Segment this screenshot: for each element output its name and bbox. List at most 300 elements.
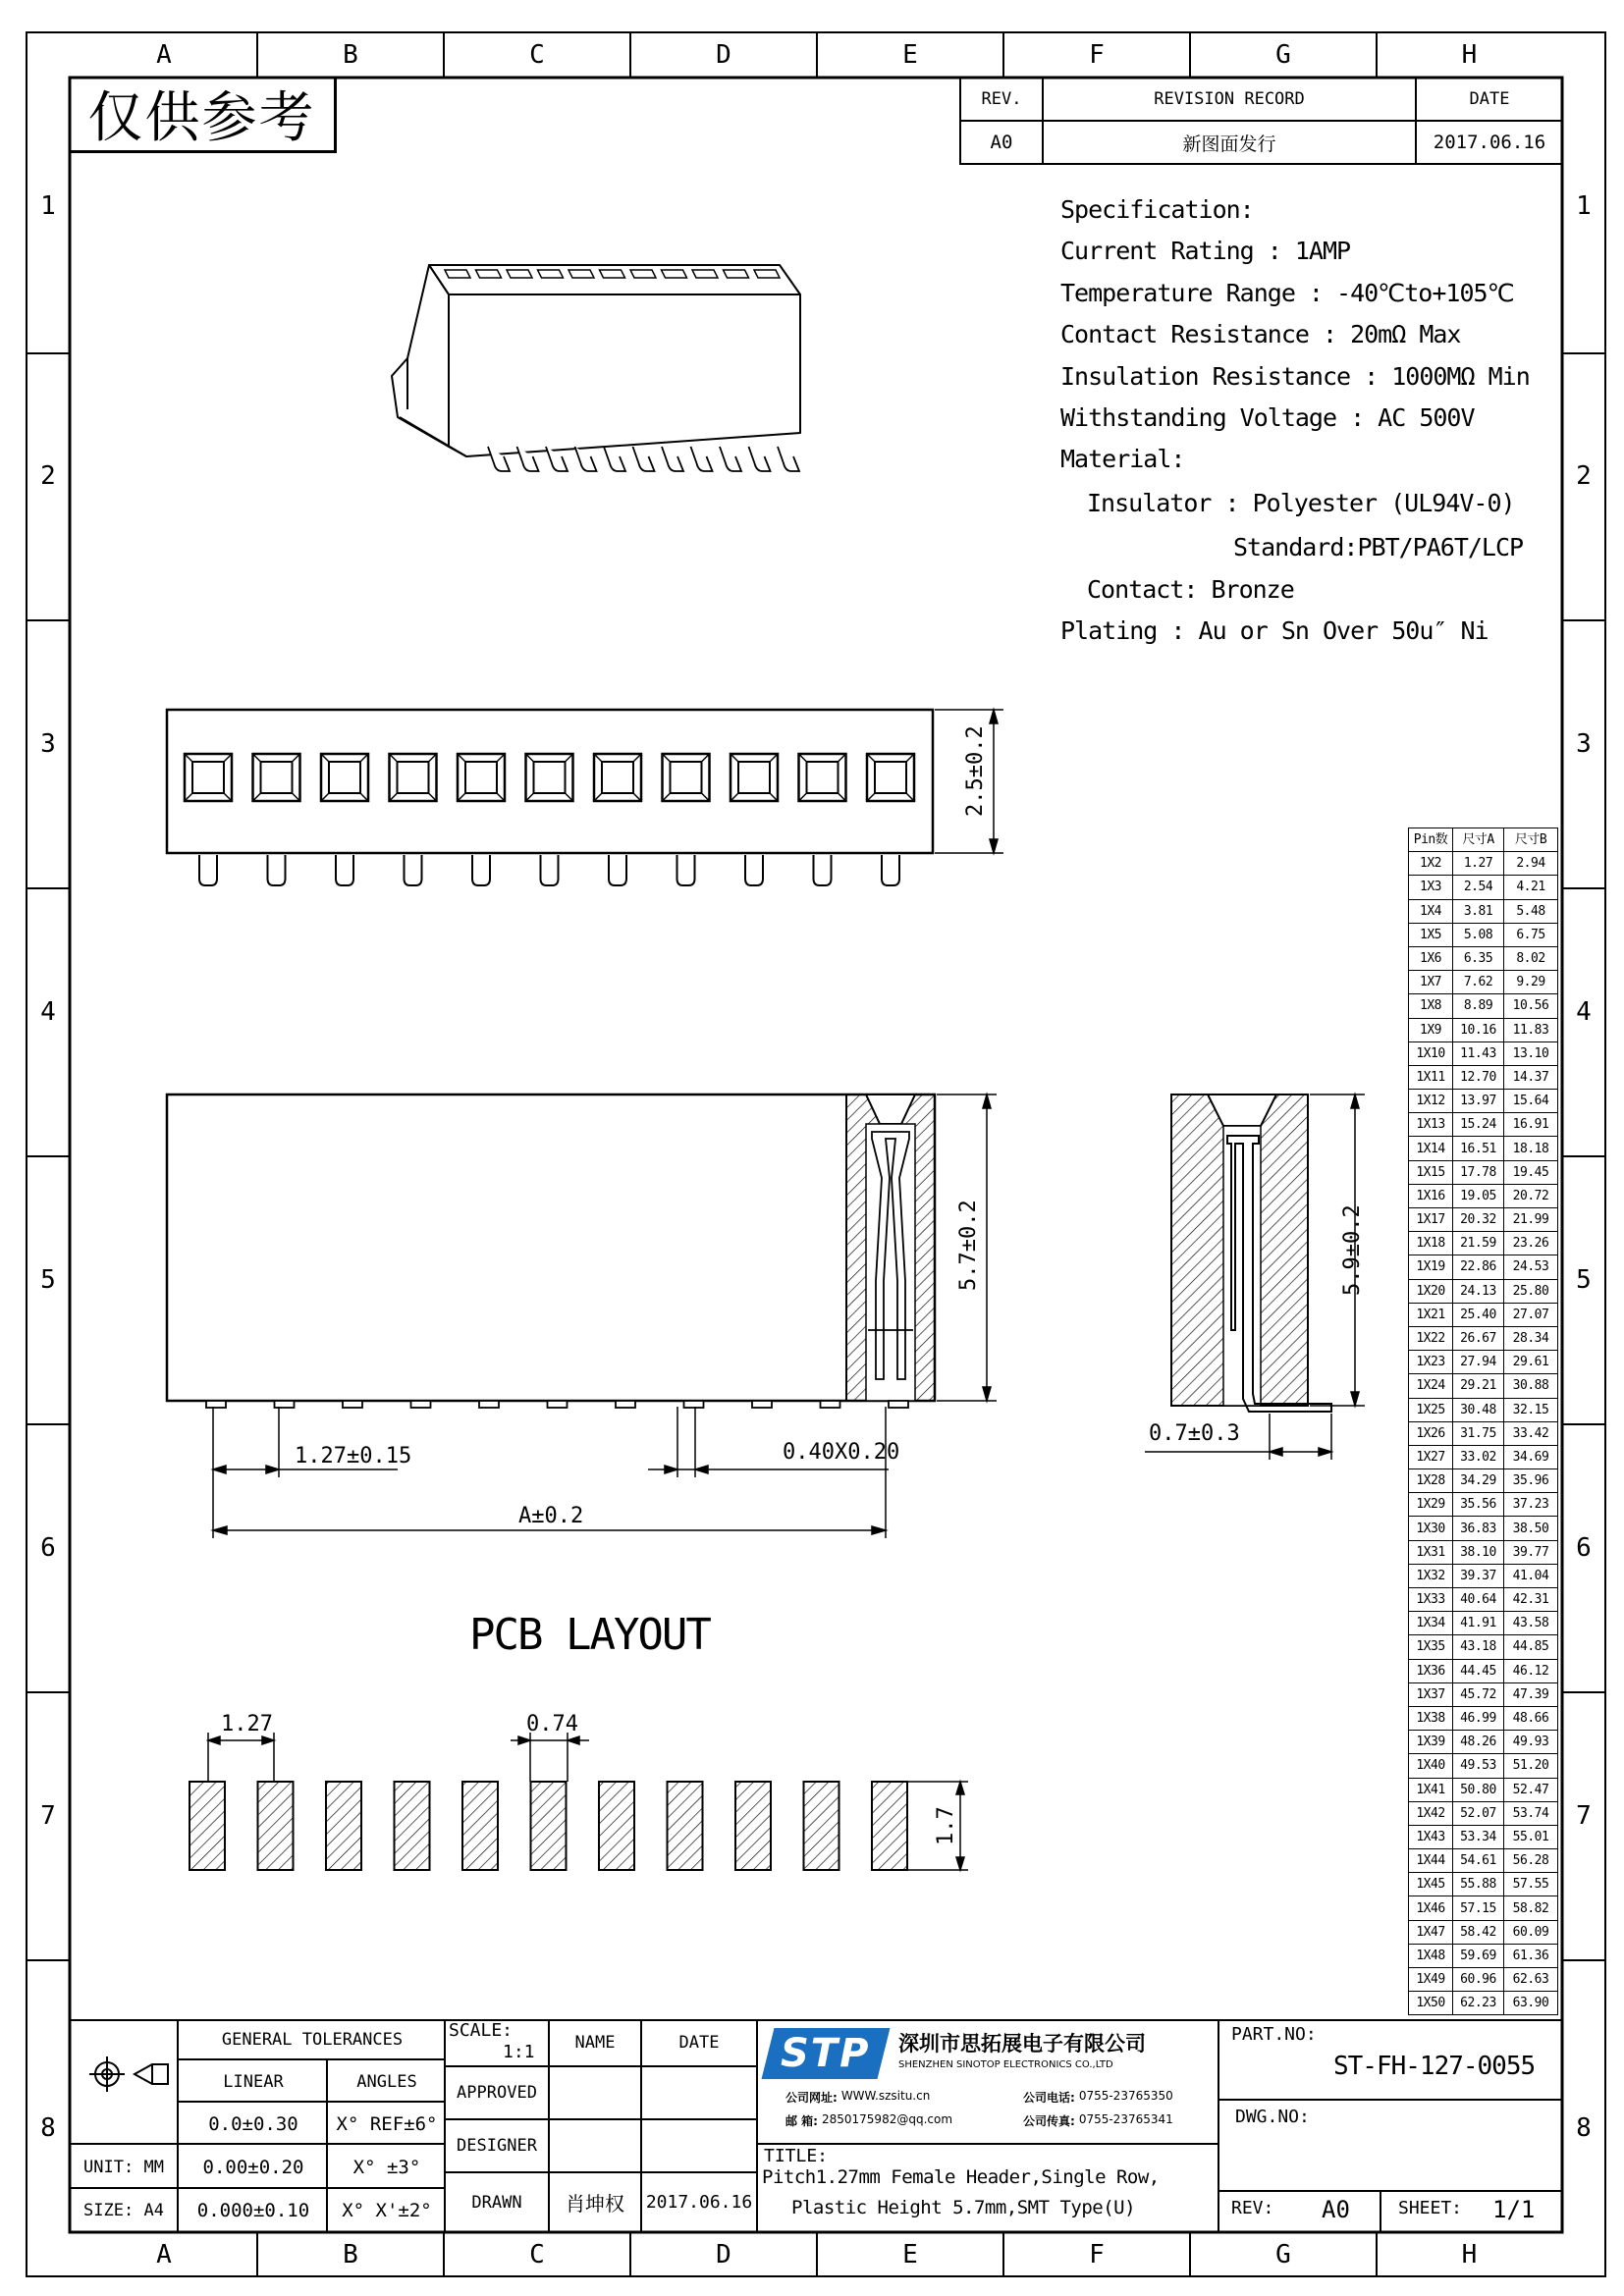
size-table-cell: 1X39 xyxy=(1409,1731,1453,1754)
size-table-cell: 1X21 xyxy=(1409,1303,1453,1326)
size-table-cell: 14.37 xyxy=(1504,1065,1558,1089)
frame-row-label: 7 xyxy=(1576,1801,1592,1831)
size-table-cell: 40.64 xyxy=(1453,1588,1504,1612)
size-table-cell: 1X23 xyxy=(1409,1351,1453,1374)
top-cell-inner xyxy=(329,762,360,793)
front-pin xyxy=(479,1401,499,1408)
iso-leg xyxy=(662,447,683,471)
table-row xyxy=(1409,1041,1558,1065)
spec-material: Material: xyxy=(1060,445,1185,473)
iso-leg xyxy=(488,447,510,471)
size-table-cell: 27.94 xyxy=(1453,1351,1504,1374)
frame-row-label: 1 xyxy=(40,191,56,221)
iso-leg xyxy=(749,447,771,471)
size-table-cell: 19.45 xyxy=(1504,1160,1558,1184)
table-row xyxy=(1409,1232,1558,1255)
revision-rev-value: A0 xyxy=(990,132,1013,153)
size-table-cell: 1X14 xyxy=(1409,1137,1453,1160)
table-row xyxy=(1409,1113,1558,1137)
size-table-cell: 47.39 xyxy=(1504,1682,1558,1706)
table-row xyxy=(1409,1635,1558,1659)
size-table-cell: 7.62 xyxy=(1453,971,1504,994)
rev-label: REV: xyxy=(1231,2198,1274,2218)
size-table-cell: 22.86 xyxy=(1453,1255,1504,1279)
frame-row-label: 6 xyxy=(40,1533,56,1563)
size-table-cell: 24.13 xyxy=(1453,1279,1504,1303)
revision-date-value: 2017.06.16 xyxy=(1433,132,1546,153)
part-no-label: PART.NO: xyxy=(1231,2024,1317,2045)
tolerance-angle-1: X° REF±6° xyxy=(336,2113,438,2135)
table-row xyxy=(1409,1279,1558,1303)
size-table-cell: 57.55 xyxy=(1504,1873,1558,1896)
size-table-cell: 1X6 xyxy=(1409,946,1453,970)
table-row xyxy=(1409,899,1558,923)
table-row xyxy=(1409,1090,1558,1113)
top-cell-inner xyxy=(465,762,497,793)
top-pin xyxy=(336,855,353,885)
size-table-cell: 5.08 xyxy=(1453,923,1504,946)
spec-heading: Specification: xyxy=(1060,195,1254,224)
company-tel-value: 0755-23765350 xyxy=(1078,2089,1173,2103)
size-table-cell: 20.32 xyxy=(1453,1208,1504,1232)
rev-value: A0 xyxy=(1322,2196,1350,2223)
size-table-cell: 13.10 xyxy=(1504,1041,1558,1065)
size-table-cell: 1X38 xyxy=(1409,1706,1453,1730)
company-logo-text: STP xyxy=(781,2031,871,2076)
isometric-view xyxy=(388,260,810,481)
size-table-cell: 33.02 xyxy=(1453,1445,1504,1468)
table-row xyxy=(1409,1801,1558,1825)
table-row xyxy=(1409,1731,1558,1754)
iso-leg xyxy=(691,447,713,471)
spec-contact: Contact: Bronze xyxy=(1087,575,1294,604)
scale-value: 1:1 xyxy=(503,2042,535,2062)
size-table-cell: 15.24 xyxy=(1453,1113,1504,1137)
size-table-cell: 1X28 xyxy=(1409,1469,1453,1493)
size-table-cell: 1X31 xyxy=(1409,1540,1453,1564)
pcb-pad xyxy=(804,1782,839,1870)
table-row xyxy=(1409,1398,1558,1421)
size-table-cell: 42.31 xyxy=(1504,1588,1558,1612)
iso-slot xyxy=(692,270,718,278)
linear-label: LINEAR xyxy=(223,2072,284,2092)
top-pin xyxy=(882,855,899,885)
size-table-cell: 1X24 xyxy=(1409,1374,1453,1398)
pcb-pad xyxy=(258,1782,294,1870)
size-table-cell: 35.56 xyxy=(1453,1493,1504,1517)
size-table-cell: 21.99 xyxy=(1504,1208,1558,1232)
front-pin xyxy=(411,1401,431,1408)
frame-col-label: F xyxy=(1089,40,1105,70)
table-row xyxy=(1409,1326,1558,1350)
size-table-cell: 1X26 xyxy=(1409,1421,1453,1445)
size-table-cell: 38.50 xyxy=(1504,1517,1558,1540)
size-table-cell: 60.96 xyxy=(1453,1968,1504,1992)
size-table-header-cell: 尺寸A xyxy=(1453,828,1504,852)
company-web xyxy=(785,2089,930,2106)
size-table-cell: 30.48 xyxy=(1453,1398,1504,1421)
table-row xyxy=(1409,1754,1558,1778)
length-a-dim: A±0.2 xyxy=(518,1504,584,1528)
table-row xyxy=(1409,923,1558,946)
spec-current-rating: Current Rating : 1AMP xyxy=(1060,237,1351,265)
drawn-label: DRAWN xyxy=(471,2192,522,2213)
size-table-cell: 60.09 xyxy=(1504,1920,1558,1944)
size-table-cell: 29.61 xyxy=(1504,1351,1558,1374)
size-table-cell: 1X29 xyxy=(1409,1493,1453,1517)
size-table-cell: 10.56 xyxy=(1504,994,1558,1018)
iso-slot xyxy=(724,270,749,278)
table-row xyxy=(1409,1445,1558,1468)
table-row xyxy=(1409,1184,1558,1207)
size-table-cell: 2.54 xyxy=(1453,876,1504,899)
table-row xyxy=(1409,1160,1558,1184)
revision-record-header: REVISION RECORD xyxy=(1154,89,1305,109)
company-web-value: WWW.szsitu.cn xyxy=(840,2089,931,2103)
top-pin xyxy=(541,855,559,885)
revision-date-header: DATE xyxy=(1469,89,1510,109)
title-line-1: Pitch1.27mm Female Header,Single Row, xyxy=(762,2166,1160,2188)
top-cell-inner xyxy=(602,762,633,793)
pcb-pitch-dim: 1.27 xyxy=(221,1712,273,1736)
frame-row-label: 5 xyxy=(1576,1265,1592,1295)
table-row xyxy=(1409,1540,1558,1564)
size-table-cell: 61.36 xyxy=(1504,1944,1558,1967)
company-name-cn: 深圳市思拓展电子有限公司 xyxy=(898,2032,1146,2056)
table-row xyxy=(1409,1588,1558,1612)
table-row xyxy=(1409,1065,1558,1089)
front-pin xyxy=(275,1401,295,1408)
revision-rev-header: REV. xyxy=(981,89,1022,109)
top-pin xyxy=(609,855,626,885)
size-table-cell: 10.16 xyxy=(1453,1018,1504,1041)
frame-col-label: A xyxy=(156,2240,172,2269)
size-table-cell: 46.99 xyxy=(1453,1706,1504,1730)
size-table-cell: 1X15 xyxy=(1409,1160,1453,1184)
tolerance-linear-1: 0.0±0.30 xyxy=(208,2113,298,2135)
top-pin xyxy=(745,855,763,885)
table-row xyxy=(1409,1137,1558,1160)
size-table-cell: 53.74 xyxy=(1504,1801,1558,1825)
company-mail xyxy=(785,2112,952,2129)
front-view xyxy=(157,1085,1021,1556)
pcb-pad xyxy=(735,1782,771,1870)
tail-dim: 0.7±0.3 xyxy=(1149,1421,1240,1446)
size-table-cell: 41.91 xyxy=(1453,1612,1504,1635)
top-pin xyxy=(677,855,695,885)
size-table-cell: 35.96 xyxy=(1504,1469,1558,1493)
table-row xyxy=(1409,1255,1558,1279)
drawn-name: 肖坤权 xyxy=(566,2192,624,2216)
size-table-cell: 44.45 xyxy=(1453,1659,1504,1682)
size-table-cell: 1X13 xyxy=(1409,1113,1453,1137)
frame-row-label: 5 xyxy=(40,1265,56,1295)
size-table-cell: 43.58 xyxy=(1504,1612,1558,1635)
size-table-cell: 1X17 xyxy=(1409,1208,1453,1232)
size-table-cell: 5.48 xyxy=(1504,899,1558,923)
pcb-layout-title: PCB LAYOUT xyxy=(469,1610,710,1660)
size-table-header-cell: 尺寸B xyxy=(1504,828,1558,852)
table-row xyxy=(1409,946,1558,970)
front-pin xyxy=(684,1401,704,1408)
size-table-cell: 62.23 xyxy=(1453,1992,1504,2015)
iso-slot xyxy=(507,270,532,278)
table-row xyxy=(1409,1706,1558,1730)
size-table-cell: 55.01 xyxy=(1504,1825,1558,1848)
pitch-dim: 1.27±0.15 xyxy=(295,1444,412,1468)
front-pin xyxy=(206,1401,226,1408)
spec-standard: Standard:PBT/PA6T/LCP xyxy=(1233,533,1524,561)
table-row xyxy=(1409,1612,1558,1635)
iso-slot xyxy=(630,270,656,278)
table-row xyxy=(1409,1018,1558,1041)
approved-label: APPROVED xyxy=(457,2083,537,2103)
table-row xyxy=(1409,1303,1558,1326)
sheet-label: SHEET: xyxy=(1398,2198,1463,2218)
scale-label: SCALE: xyxy=(449,2020,514,2041)
top-cell-inner xyxy=(807,762,839,793)
iso-leg xyxy=(720,447,741,471)
company-web-label: 公司网址: xyxy=(785,2091,838,2105)
table-row xyxy=(1409,1469,1558,1493)
size-table-header-cell: Pin数 xyxy=(1409,828,1453,852)
company-fax-label: 公司传真: xyxy=(1023,2114,1075,2128)
iso-slot xyxy=(600,270,625,278)
size-table-cell: 63.90 xyxy=(1504,1992,1558,2015)
iso-leg xyxy=(633,447,655,471)
iso-slot xyxy=(754,270,780,278)
size-table-cell: 39.77 xyxy=(1504,1540,1558,1564)
pcb-pad xyxy=(531,1782,567,1870)
size-table-cell: 2.94 xyxy=(1504,852,1558,876)
top-view xyxy=(157,697,1021,893)
frame-col-label: E xyxy=(902,2240,918,2269)
pcb-pad xyxy=(599,1782,634,1870)
side-view xyxy=(1139,1085,1394,1468)
size-table-cell: 1X16 xyxy=(1409,1184,1453,1207)
table-row xyxy=(1409,876,1558,899)
top-pin xyxy=(268,855,286,885)
front-pin xyxy=(343,1401,362,1408)
spec-withstanding-voltage: Withstanding Voltage : AC 500V xyxy=(1060,403,1475,432)
size-table-cell: 62.63 xyxy=(1504,1968,1558,1992)
table-row xyxy=(1409,1873,1558,1896)
pin-size-dim: 0.40X0.20 xyxy=(783,1440,900,1465)
size-table-cell: 16.51 xyxy=(1453,1137,1504,1160)
company-name-en: SHENZHEN SINOTOP ELECTRONICS CO.,LTD xyxy=(898,2059,1113,2070)
size-table-cell: 51.20 xyxy=(1504,1754,1558,1778)
top-view-height-dim: 2.5±0.2 xyxy=(963,725,988,817)
tolerance-linear-2: 0.00±0.20 xyxy=(202,2156,304,2178)
size-table-cell: 52.07 xyxy=(1453,1801,1504,1825)
size-table-cell: 59.69 xyxy=(1453,1944,1504,1967)
size-table-cell: 32.15 xyxy=(1504,1398,1558,1421)
size-table-cell: 49.93 xyxy=(1504,1731,1558,1754)
size-table-cell: 1X8 xyxy=(1409,994,1453,1018)
table-row xyxy=(1409,971,1558,994)
size-table-cell: 39.37 xyxy=(1453,1564,1504,1587)
reference-only-stamp: 仅供参考 xyxy=(70,78,337,153)
size-table-cell: 43.18 xyxy=(1453,1635,1504,1659)
angles-label: ANGLES xyxy=(356,2072,417,2092)
top-cell-inner xyxy=(534,762,566,793)
table-row xyxy=(1409,1896,1558,1920)
spec-insulation-resistance: Insulation Resistance : 1000MΩ Min xyxy=(1060,362,1530,391)
frame-row-label: 3 xyxy=(40,729,56,759)
company-fax xyxy=(1023,2112,1173,2129)
top-pin xyxy=(814,855,832,885)
size-table-cell: 8.89 xyxy=(1453,994,1504,1018)
frame-col-label: D xyxy=(716,40,731,70)
size-table-cell: 34.69 xyxy=(1504,1445,1558,1468)
size-table-cell: 3.81 xyxy=(1453,899,1504,923)
size-table-cell: 37.23 xyxy=(1504,1493,1558,1517)
frame-row-label: 8 xyxy=(40,2113,56,2143)
size-table-cell: 49.53 xyxy=(1453,1754,1504,1778)
size-table-cell: 36.83 xyxy=(1453,1517,1504,1540)
table-row xyxy=(1409,1825,1558,1848)
company-tel-label: 公司电话: xyxy=(1023,2091,1075,2105)
size-table-cell: 50.80 xyxy=(1453,1778,1504,1801)
size-label: SIZE: A4 xyxy=(83,2200,164,2220)
size-table-cell: 41.04 xyxy=(1504,1564,1558,1587)
revision-record-value: 新图面发行 xyxy=(1182,133,1276,155)
size-table-cell: 1X37 xyxy=(1409,1682,1453,1706)
table-row xyxy=(1409,1421,1558,1445)
sheet-value: 1/1 xyxy=(1492,2196,1536,2223)
table-row xyxy=(1409,1208,1558,1232)
spec-plating: Plating : Au or Sn Over 50u″ Ni xyxy=(1060,616,1489,645)
size-table-cell: 9.29 xyxy=(1504,971,1558,994)
size-table-cell: 28.34 xyxy=(1504,1326,1558,1350)
table-row xyxy=(1409,852,1558,876)
size-table-cell: 1X49 xyxy=(1409,1968,1453,1992)
size-table-cell: 17.78 xyxy=(1453,1160,1504,1184)
size-table-cell: 44.85 xyxy=(1504,1635,1558,1659)
size-table-cell: 1X25 xyxy=(1409,1398,1453,1421)
tolerance-angle-3: X° X'±2° xyxy=(342,2199,432,2221)
size-table-cell: 1X50 xyxy=(1409,1992,1453,2015)
size-table-cell: 55.88 xyxy=(1453,1873,1504,1896)
size-table-cell: 48.66 xyxy=(1504,1706,1558,1730)
company-mail-label: 邮 箱: xyxy=(785,2114,818,2128)
frame-row-label: 3 xyxy=(1576,729,1592,759)
size-table-cell: 4.21 xyxy=(1504,876,1558,899)
spec-temperature-range: Temperature Range : -40℃to+105℃ xyxy=(1060,279,1514,307)
size-table-cell: 58.82 xyxy=(1504,1896,1558,1920)
size-table-cell: 24.53 xyxy=(1504,1255,1558,1279)
top-cell-inner xyxy=(738,762,770,793)
size-table-cell: 56.28 xyxy=(1504,1849,1558,1873)
frame-row-label: 8 xyxy=(1576,2113,1592,2143)
size-table-cell: 6.75 xyxy=(1504,923,1558,946)
iso-slot xyxy=(445,270,470,278)
size-table-cell: 1X30 xyxy=(1409,1517,1453,1540)
frame-row-label: 2 xyxy=(1576,461,1592,491)
top-cell-inner xyxy=(192,762,224,793)
pcb-pad xyxy=(872,1782,907,1870)
size-table-cell: 1X10 xyxy=(1409,1041,1453,1065)
size-table-cell: 34.29 xyxy=(1453,1469,1504,1493)
top-pin xyxy=(472,855,490,885)
size-table-cell: 53.34 xyxy=(1453,1825,1504,1848)
frame-col-label: A xyxy=(156,40,172,70)
size-table-cell: 1X33 xyxy=(1409,1588,1453,1612)
tolerance-linear-3: 0.000±0.10 xyxy=(196,2199,310,2221)
size-table-cell: 1X43 xyxy=(1409,1825,1453,1848)
frame-row-label: 6 xyxy=(1576,1533,1592,1563)
tolerance-angle-2: X° ±3° xyxy=(352,2156,421,2178)
company-mail-value: 2850175982@qq.com xyxy=(821,2112,953,2126)
size-table-cell: 26.67 xyxy=(1453,1326,1504,1350)
size-table-cell: 1X18 xyxy=(1409,1232,1453,1255)
iso-leg xyxy=(778,447,799,471)
table-row xyxy=(1409,1849,1558,1873)
size-table-cell: 1X20 xyxy=(1409,1279,1453,1303)
size-table-cell: 1X5 xyxy=(1409,923,1453,946)
size-table-cell: 1X34 xyxy=(1409,1612,1453,1635)
table-row xyxy=(1409,1944,1558,1967)
size-table-cell: 1X19 xyxy=(1409,1255,1453,1279)
date-label: DATE xyxy=(678,2033,720,2053)
front-pin xyxy=(821,1401,840,1408)
table-row xyxy=(1409,1778,1558,1801)
company-tel xyxy=(1023,2089,1173,2106)
size-table-cell: 15.64 xyxy=(1504,1090,1558,1113)
size-table-cell: 33.42 xyxy=(1504,1421,1558,1445)
size-table-cell: 6.35 xyxy=(1453,946,1504,970)
size-table-cell: 16.91 xyxy=(1504,1113,1558,1137)
front-pin xyxy=(752,1401,772,1408)
size-table-cell: 52.47 xyxy=(1504,1778,1558,1801)
size-table-cell: 23.26 xyxy=(1504,1232,1558,1255)
iso-leg xyxy=(604,447,625,471)
pcb-layout-pads xyxy=(157,1703,1001,1885)
size-table-cell: 12.70 xyxy=(1453,1065,1504,1089)
frame-col-label: G xyxy=(1275,2240,1291,2269)
iso-slot xyxy=(568,270,594,278)
size-table-cell: 1X2 xyxy=(1409,852,1453,876)
frame-row-label: 1 xyxy=(1576,191,1592,221)
frame-col-label: C xyxy=(529,40,545,70)
table-row xyxy=(1409,1351,1558,1374)
spec-contact-resistance: Contact Resistance : 20mΩ Max xyxy=(1060,320,1461,348)
size-table-cell: 45.72 xyxy=(1453,1682,1504,1706)
size-table-cell: 1X32 xyxy=(1409,1564,1453,1587)
size-table-cell: 13.97 xyxy=(1453,1090,1504,1113)
iso-leg xyxy=(517,447,539,471)
front-pin xyxy=(616,1401,635,1408)
size-table-cell: 48.26 xyxy=(1453,1731,1504,1754)
top-cell-inner xyxy=(671,762,702,793)
frame-row-label: 2 xyxy=(40,461,56,491)
size-table-cell: 1X27 xyxy=(1409,1445,1453,1468)
table-row xyxy=(1409,1968,1558,1992)
iso-slot xyxy=(662,270,687,278)
pcb-pad xyxy=(462,1782,498,1870)
size-table-cell: 25.40 xyxy=(1453,1303,1504,1326)
table-row xyxy=(1409,1517,1558,1540)
pcb-pad xyxy=(668,1782,703,1870)
table-row xyxy=(1409,1992,1558,2015)
size-table-cell: 46.12 xyxy=(1504,1659,1558,1682)
drawn-date: 2017.06.16 xyxy=(645,2192,753,2213)
name-label: NAME xyxy=(574,2033,616,2053)
frame-row-label: 7 xyxy=(40,1801,56,1831)
size-table-cell: 1X44 xyxy=(1409,1849,1453,1873)
table-row xyxy=(1409,1920,1558,1944)
size-table-cell: 38.10 xyxy=(1453,1540,1504,1564)
